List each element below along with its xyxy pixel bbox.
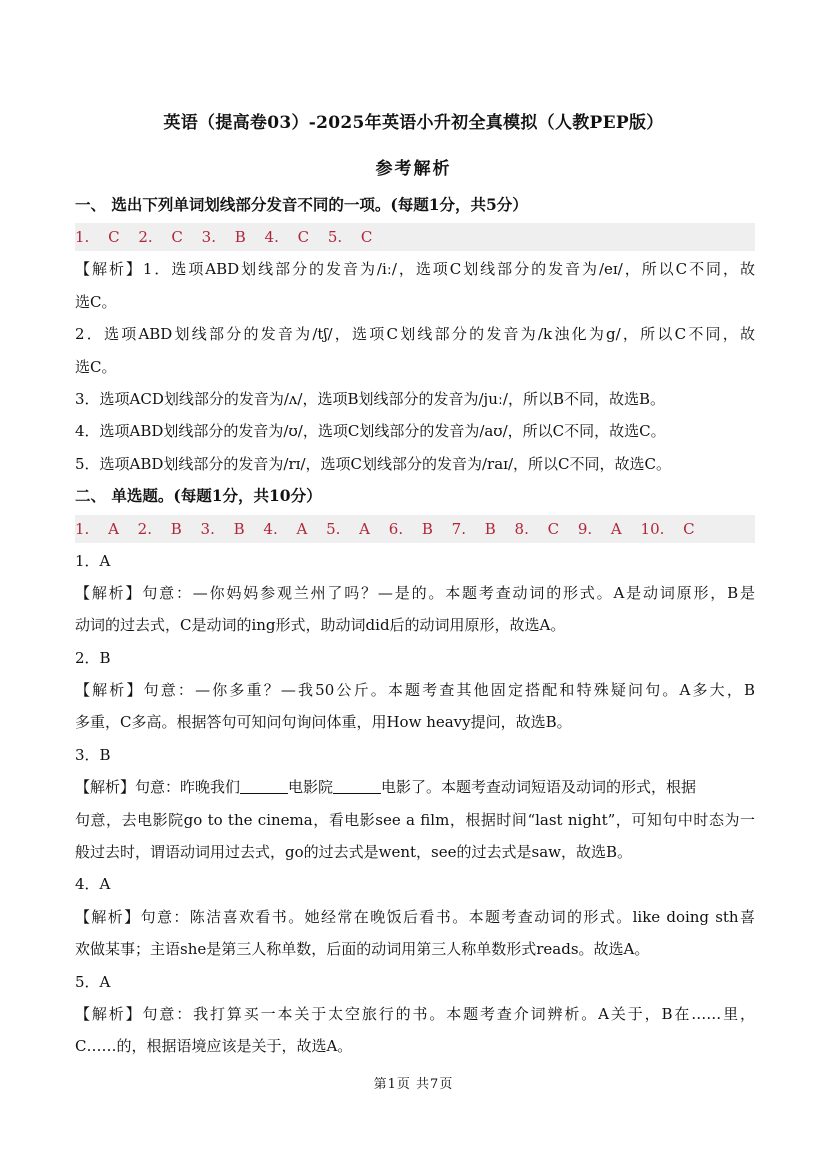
document-body bbox=[75, 189, 755, 1063]
q5-number: 5．A bbox=[75, 972, 111, 991]
q3-text-c: 电影了。本题考查动词短语及动词的形式，根据 bbox=[381, 778, 697, 797]
section1-line: 2．选项ABD划线部分的发音为/tʃ/，选项C划线部分的发音为/k浊化为g/，所以C不同，故 bbox=[75, 325, 755, 344]
q3-number: 3．B bbox=[75, 745, 111, 764]
q4-number: 4．A bbox=[75, 875, 111, 894]
q4-explanation: 欢做某事；主语she是第三人称单数，后面的动词用第三人称单数形式reads。故选A。 bbox=[75, 940, 650, 959]
q3-text-a: 【解析】句意：昨晚我们 bbox=[75, 778, 241, 797]
section2-answers: 1. A 2. B 3. B 4. A 5. A 6. B 7. B 8. C 9. A 10. C bbox=[75, 515, 755, 543]
section1-answers: 1. C 2. C 3. B 4. C 5. C bbox=[75, 223, 755, 251]
q2-explanation: 多重，C多高。根据答句可知问句询问体重，用How heavy提问，故选B。 bbox=[75, 713, 572, 732]
q3-text-b: 电影院 bbox=[288, 778, 334, 797]
q4-explanation: 【解析】句意：陈洁喜欢看书。她经常在晚饭后看书。本题考查动词的形式。like doing sth喜 bbox=[75, 907, 755, 926]
section1-heading: 一、 选出下列单词划线部分发音不同的一项。(每题1分，共5分） bbox=[75, 195, 528, 214]
q1-explanation: 【解析】句意：—你妈妈参观兰州了吗？—是的。本题考查动词的形式。A是动词原形，B是 bbox=[75, 583, 755, 602]
q2-explanation: 【解析】句意：—你多重？—我50公斤。本题考查其他固定搭配和特殊疑问句。A多大，B bbox=[75, 681, 755, 700]
q1-explanation: 动词的过去式，C是动词的ing形式，助动词did后的动词用原形，故选A。 bbox=[75, 616, 566, 635]
q5-explanation: C……的，根据语境应该是关于，故选A。 bbox=[75, 1037, 353, 1056]
document-subtitle: 参考解析 bbox=[375, 159, 452, 179]
q1-number: 1．A bbox=[75, 551, 111, 570]
section1-line: 4．选项ABD划线部分的发音为/ʊ/，选项C划线部分的发音为/aʊ/，所以C不同，故选C。 bbox=[75, 422, 666, 441]
q3-explanation: 般过去时，谓语动词用过去式，go的过去式是went，see的过去式是saw，故选B。 bbox=[75, 843, 632, 862]
section2-heading: 二、 单选题。(每题1分，共10分） bbox=[75, 486, 322, 506]
section1-line: 选C。 bbox=[75, 292, 117, 311]
section1-line: 5．选项ABD划线部分的发音为/rɪ/，选项C划线部分的发音为/raɪ/，所以C不同，故选C。 bbox=[75, 454, 671, 473]
fill-blank bbox=[240, 777, 288, 794]
document-title: 英语（提高卷03）-2025年英语小升初全真模拟（人教PEP版） bbox=[163, 113, 664, 133]
section1-line: 选C。 bbox=[75, 357, 117, 376]
section1-line: 3．选项ACD划线部分的发音为/ʌ/，选项B划线部分的发音为/juː/，所以B不同，故选B。 bbox=[75, 389, 666, 408]
q3-explanation: 句意，去电影院go to the cinema，看电影see a film，根据时间“last night”，可知句中时态为一 bbox=[75, 810, 755, 829]
fill-blank bbox=[333, 777, 381, 794]
q3-explanation bbox=[75, 771, 755, 803]
page-footer: 第1页 共7页 bbox=[373, 1077, 454, 1092]
q5-explanation: 【解析】句意：我打算买一本关于太空旅行的书。本题考查介词辨析。A关于，B在……里， bbox=[75, 1004, 755, 1023]
q2-number: 2．B bbox=[75, 648, 111, 667]
section1-line: 【解析】1．选项ABD划线部分的发音为/iː/，选项C划线部分的发音为/eɪ/，所以C不同，故 bbox=[75, 260, 755, 279]
